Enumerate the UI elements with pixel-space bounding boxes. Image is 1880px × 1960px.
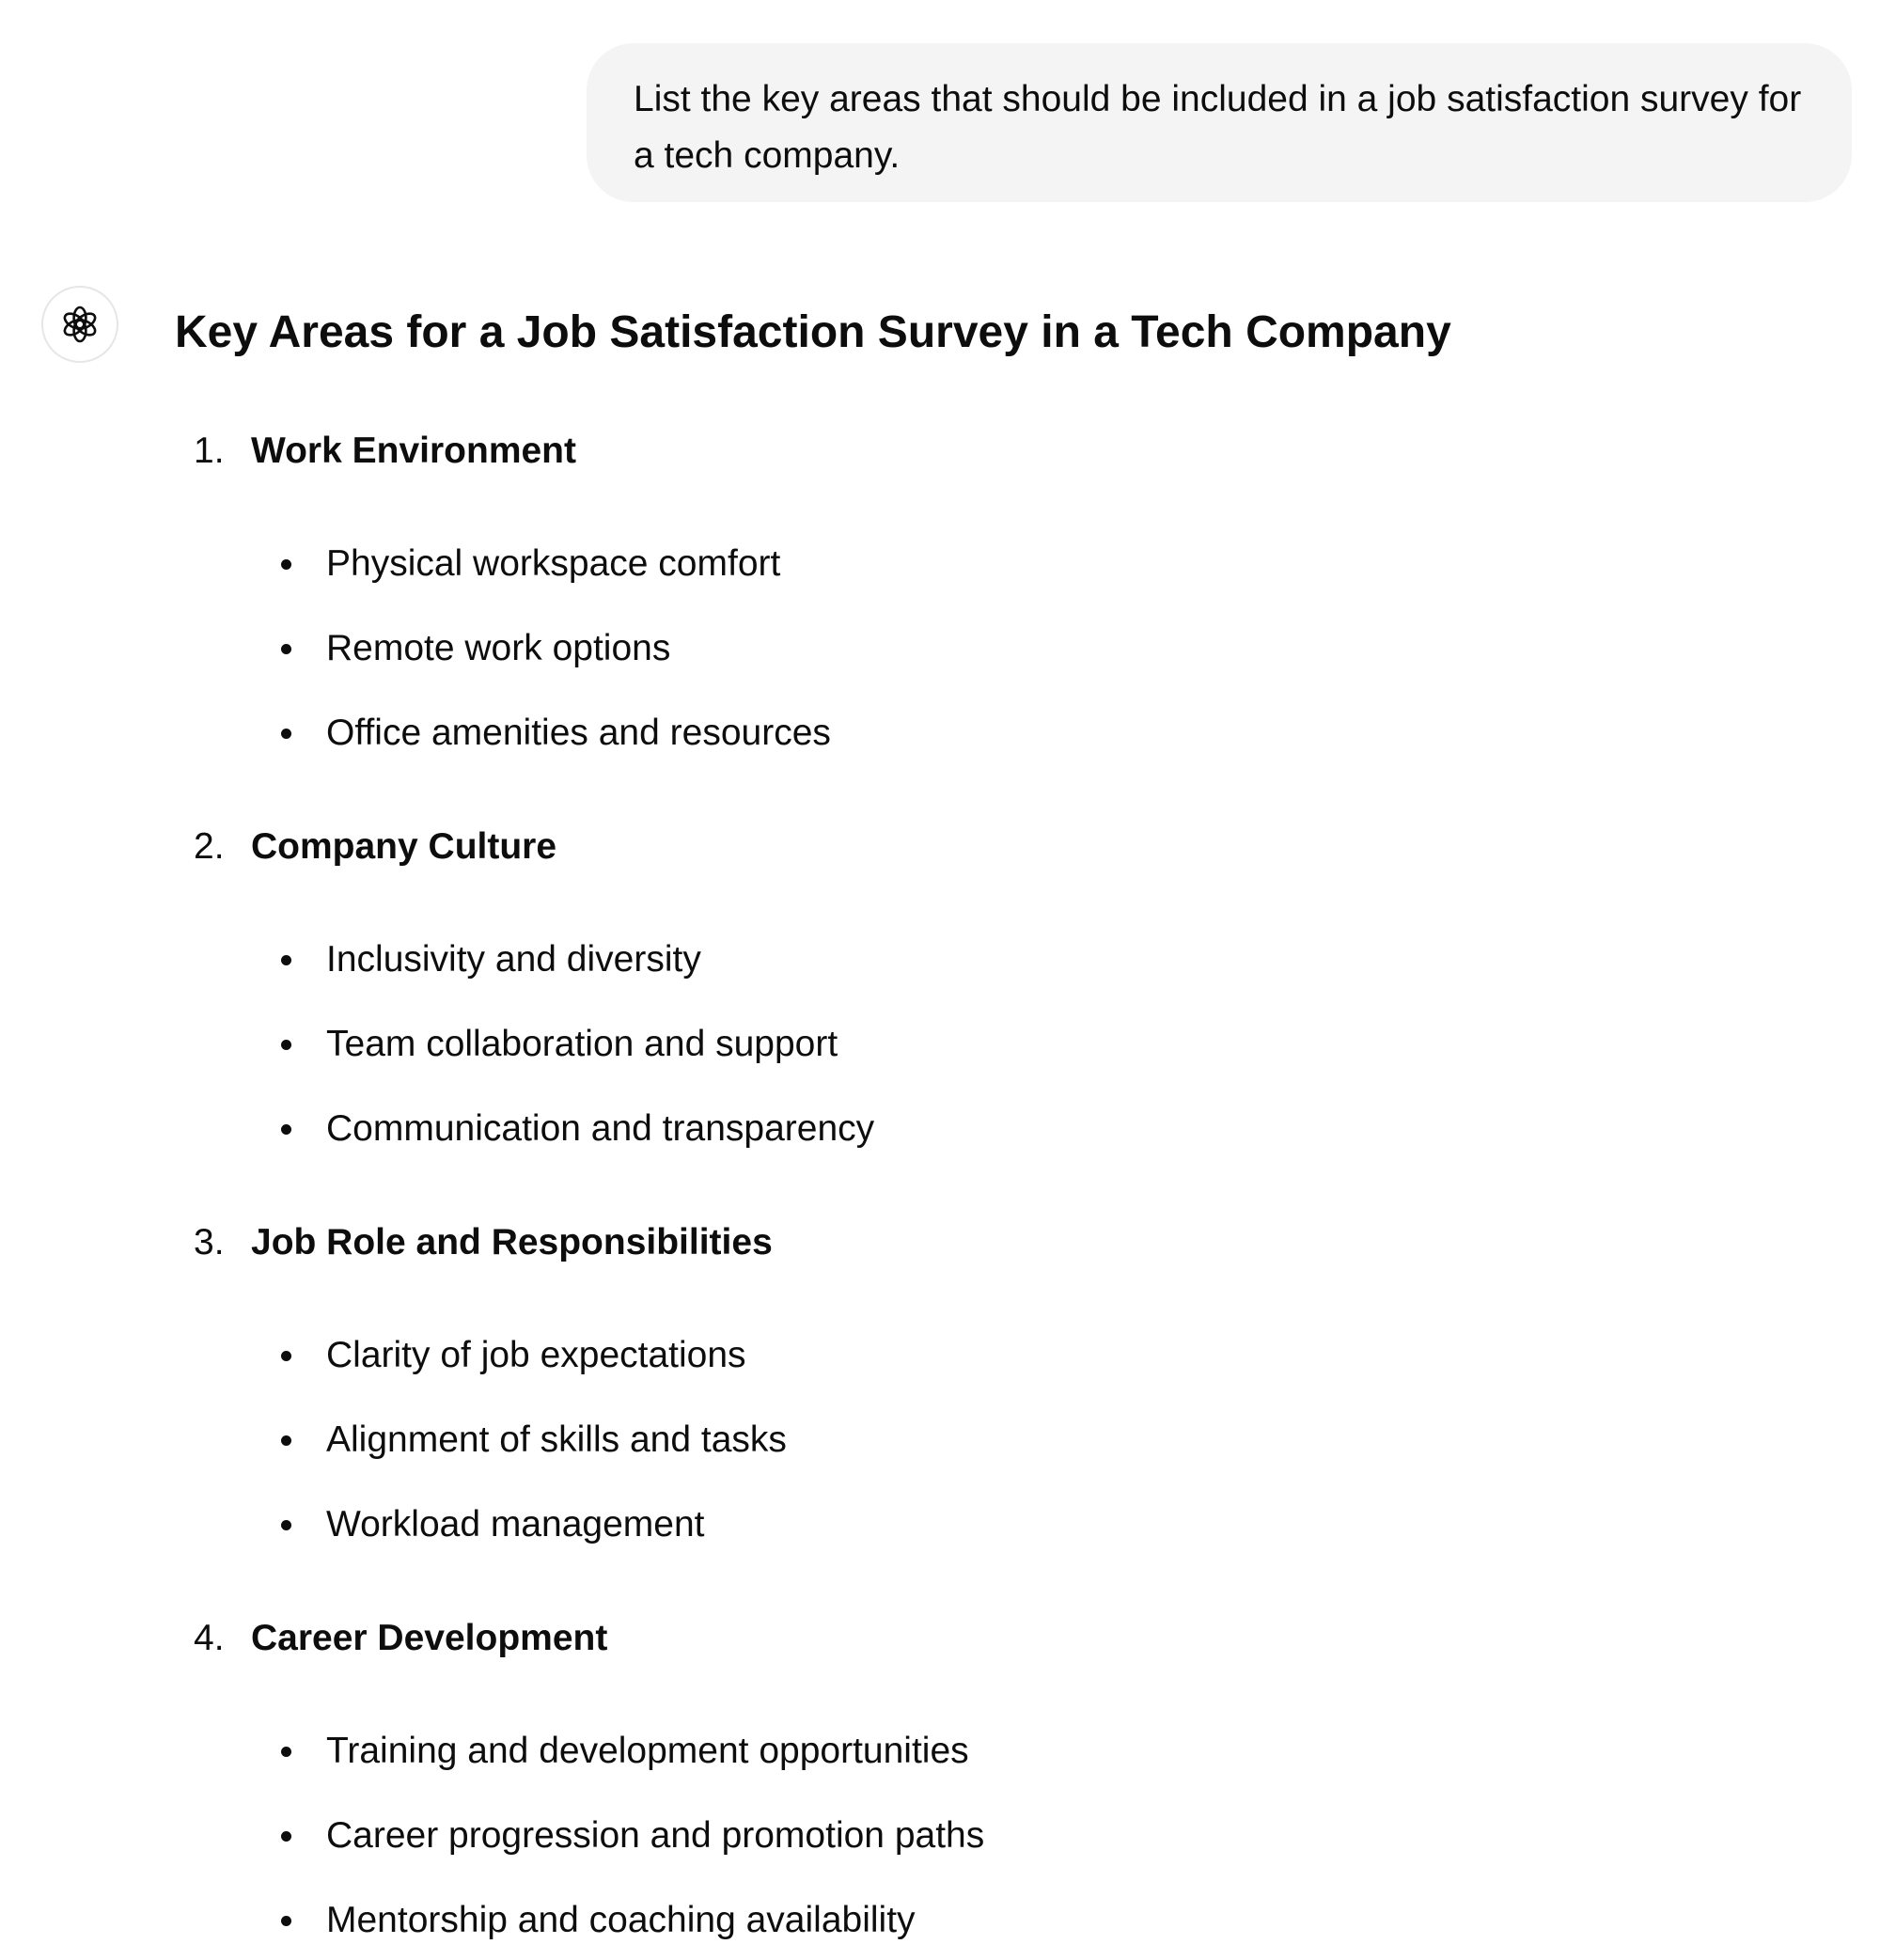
list-item-text: Team collaboration and support [326, 1024, 838, 1064]
section-title: Job Role and Responsibilities [251, 1222, 773, 1262]
section-number: 4. [194, 1618, 225, 1658]
bullet-icon [281, 1124, 291, 1135]
list-item-text: Mentorship and coaching availability [326, 1900, 916, 1940]
bullet-icon [281, 1351, 291, 1361]
section-title: Work Environment [251, 431, 576, 471]
section-number: 3. [194, 1222, 225, 1262]
bullet-icon [281, 1916, 291, 1926]
list-item-text: Office amenities and resources [326, 713, 831, 753]
assistant-avatar [41, 286, 118, 363]
bullet-icon [281, 644, 291, 654]
list-item-text: Training and development opportunities [326, 1731, 969, 1771]
list-item-text: Workload management [326, 1504, 705, 1544]
bullet-icon [281, 1435, 291, 1446]
section-number: 2. [194, 826, 225, 867]
bullet-icon [281, 955, 291, 965]
bullet-icon [281, 1040, 291, 1050]
section-title: Company Culture [251, 826, 557, 867]
user-message-text: List the key areas that should be included in a job satisfaction survey for a tech company. [634, 79, 1802, 176]
list-item-text: Remote work options [326, 628, 671, 668]
bullet-icon [281, 1831, 291, 1842]
bullet-icon [281, 1747, 291, 1757]
list-item-text: Clarity of job expectations [326, 1335, 746, 1375]
list-item-text: Career progression and promotion paths [326, 1815, 985, 1856]
list-item-text: Physical workspace comfort [326, 543, 781, 584]
list-item-text: Communication and transparency [326, 1108, 875, 1149]
section-number: 1. [194, 431, 225, 471]
bullet-icon [281, 729, 291, 739]
list-item-text: Inclusivity and diversity [326, 939, 701, 980]
response-title: Key Areas for a Job Satisfaction Survey in a Tech Company [175, 307, 1451, 357]
bullet-icon [281, 559, 291, 570]
section-title: Career Development [251, 1618, 608, 1658]
bullet-icon [281, 1520, 291, 1530]
list-item-text: Alignment of skills and tasks [326, 1419, 787, 1460]
openai-logo-icon [57, 302, 102, 347]
user-message-bubble [587, 43, 1852, 202]
